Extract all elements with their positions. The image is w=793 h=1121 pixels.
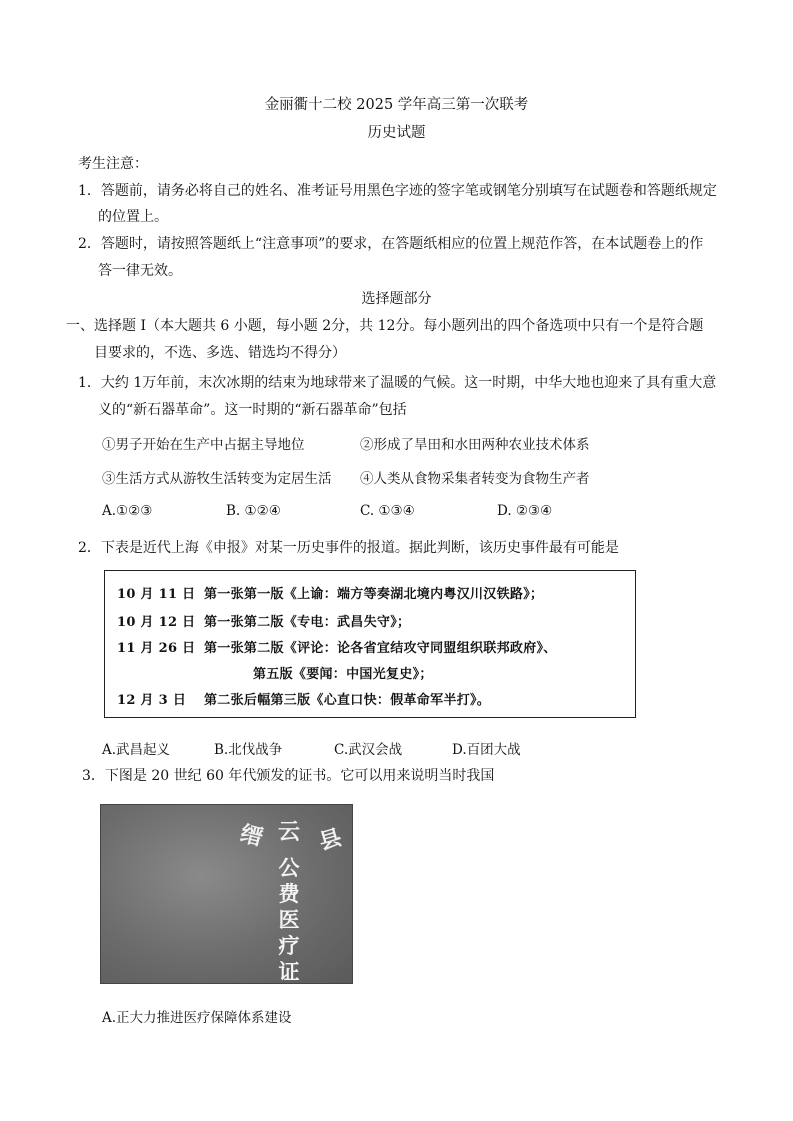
notice-item-1-line1: 1．答题前，请务必将自己的姓名、准考证号用黑色字迹的签字笔或钢笔分别填写在试题卷和答题纸规定: [78, 183, 717, 199]
notice-heading: 考生注意：: [78, 156, 148, 172]
notice-item-2-line1: 2．答题时，请按照答题纸上“注意事项”的要求，在答题纸相应的位置上规范作答，在本试题卷上的作: [78, 236, 704, 252]
section-instruction-line1: 一、选择题 I（本大题共 6 小题，每小题 2分，共 12分。每小题列出的四个备选项中只有一个是符合题: [66, 318, 704, 334]
q1-statement-3: ③生活方式从游牧生活转变为定居生活: [102, 471, 332, 487]
section-title: 选择题部分: [361, 291, 432, 307]
news-headline: 第一张第二版《评论：论各省宜结攻守同盟组织联邦政府》、: [204, 641, 557, 656]
q1-option-c[interactable]: C. ①③④: [360, 503, 415, 519]
q1-statement-1: ①男子开始在生产中占据主导地位: [102, 437, 305, 453]
news-date: 10 月 12 日: [117, 615, 196, 630]
q1-option-d[interactable]: D. ②③④: [497, 503, 553, 519]
section-instruction-line2: 目要求的，不选、多选、错选均不得分）: [94, 345, 346, 361]
exam-title: 金丽衢十二校 2025 学年高三第一次联考: [264, 97, 529, 113]
news-headline: 第五版《要闻：中国光复史》；: [253, 667, 433, 682]
photo-vertical-title: 公费医疗证: [278, 855, 300, 984]
notice-item-2-line2: 答一律无效。: [98, 263, 182, 279]
q3-option-a[interactable]: A.正大力推进医疗保障体系建设: [102, 1010, 292, 1026]
photo-char-2: 云: [278, 819, 301, 845]
q1-stem-line1: 1．大约 1万年前，末次冰期的结束为地球带来了温暖的气候。这一时期，中华大地也迎来了具有重大意: [78, 375, 717, 391]
q1-statement-4: ④人类从食物采集者转变为食物生产者: [360, 471, 590, 487]
q2-option-c[interactable]: C.武汉会战: [334, 742, 403, 758]
news-headline: 第一张第一版《上谕：端方等奏湖北境内粤汉川汉铁路》；: [204, 587, 544, 602]
q2-option-d[interactable]: D.百团大战: [452, 742, 521, 758]
notice-item-1-line2: 的位置上。: [98, 209, 168, 225]
news-date: 11 月 26 日: [117, 641, 196, 656]
exam-subject: 历史试题: [367, 125, 426, 141]
certificate-photo: [100, 804, 353, 984]
photo-char-3: 县: [316, 824, 345, 856]
photo-char-1: 缙: [237, 820, 266, 852]
q1-stem-line2: 义的“新石器革命”。这一时期的“新石器革命”包括: [98, 402, 407, 418]
q2-stem: 2．下表是近代上海《申报》对某一历史事件的报道。据此判断，该历史事件最有可能是: [78, 540, 619, 556]
q1-statement-2: ②形成了旱田和水田两种农业技术体系: [360, 437, 590, 453]
news-date: 12 月 3 日: [117, 693, 187, 708]
q2-option-a[interactable]: A.武昌起义: [102, 742, 171, 758]
q1-option-b[interactable]: B. ①②④: [226, 503, 281, 519]
news-date: 10 月 11 日: [117, 587, 196, 602]
q2-option-b[interactable]: B.北伐战争: [214, 742, 283, 758]
q3-stem: 3．下图是 20 世纪 60 年代颁发的证书。它可以用来说明当时我国: [82, 768, 495, 784]
news-headline: 第二张后幅第三版《心直口快：假革命军半打》。: [204, 693, 491, 708]
q2-news-table: [104, 570, 636, 718]
news-headline: 第一张第二版《专电：武昌失守》；: [204, 615, 411, 630]
q1-option-a[interactable]: A.①②③: [102, 503, 153, 519]
